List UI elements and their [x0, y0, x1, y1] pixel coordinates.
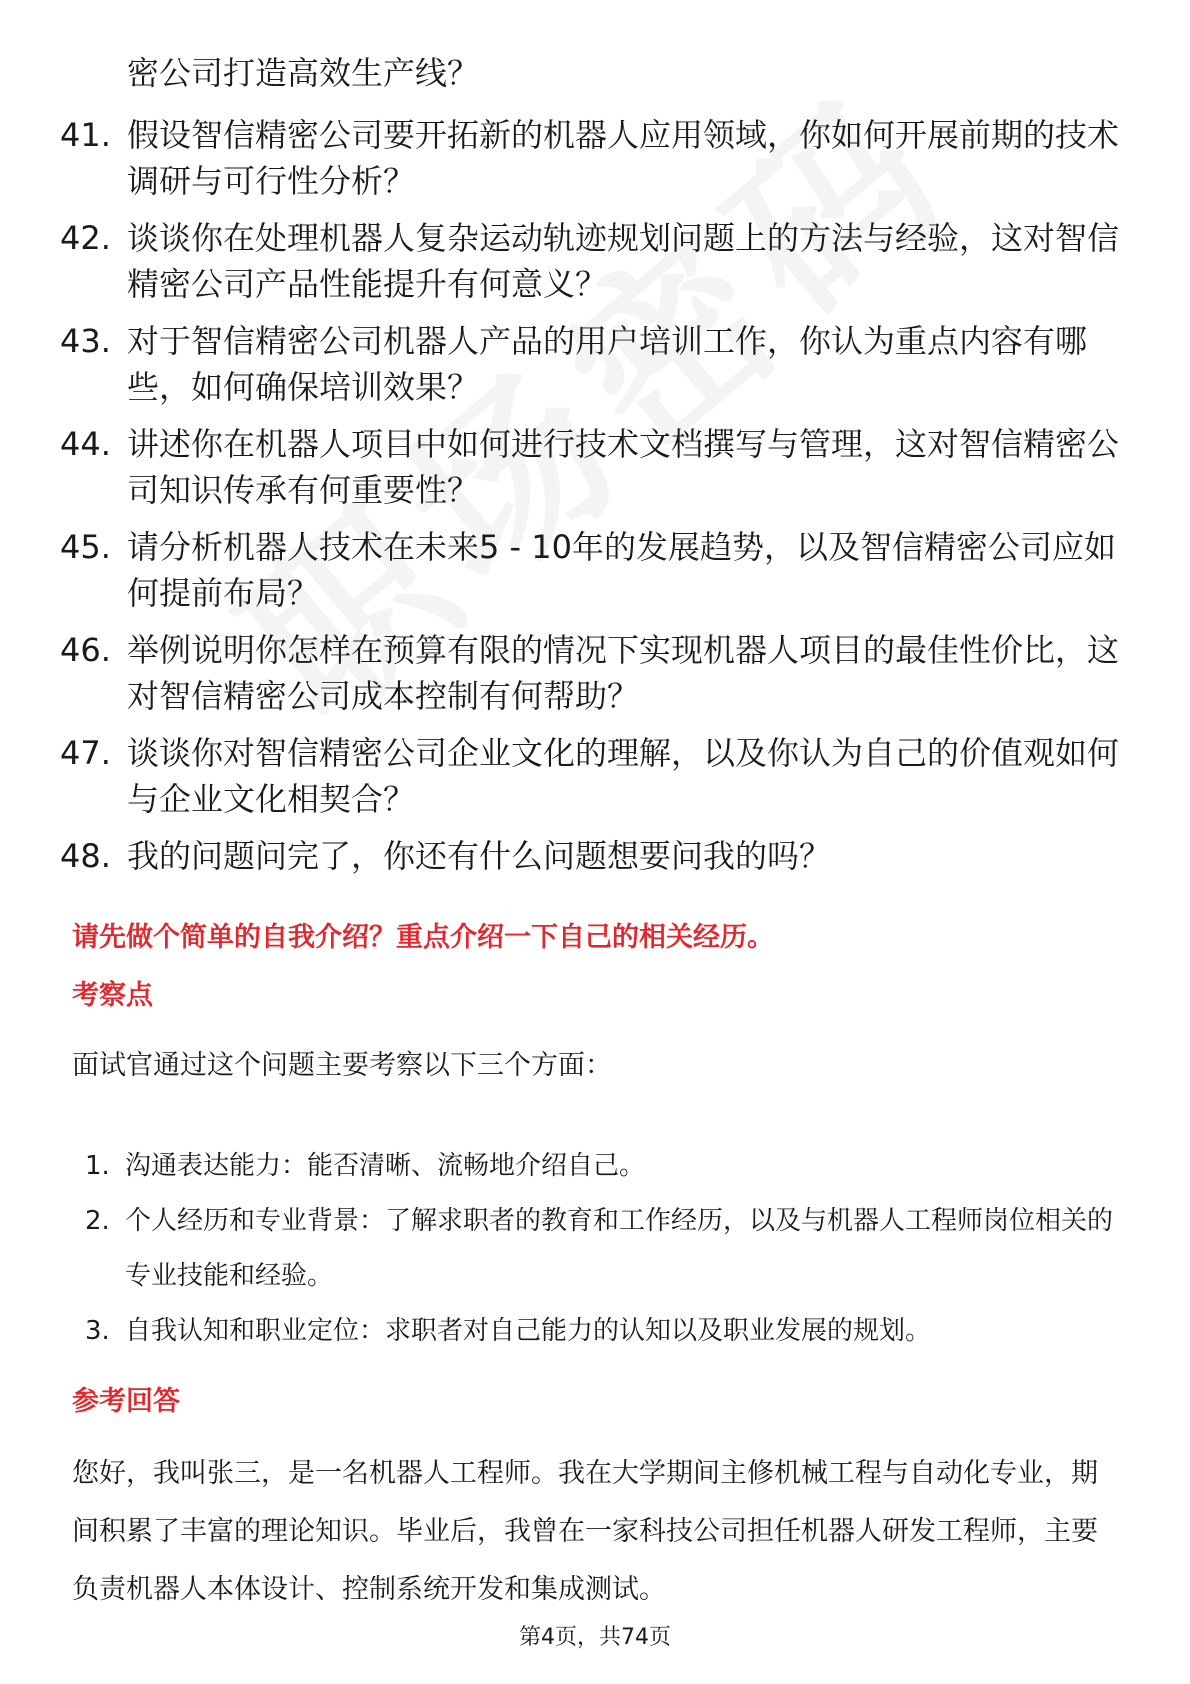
question-item: [60, 524, 1140, 616]
question-number: 44.: [60, 425, 111, 463]
question-continuation: 密公司打造高效生产线？: [127, 54, 480, 92]
question-item: [60, 112, 1140, 204]
question-text: 举例说明你怎样在预算有限的情况下实现机器人项目的最佳性价比，这对智信精密公司成本控制有何帮助？: [127, 631, 1120, 715]
question-number: 46.: [60, 631, 111, 669]
assessment-text: 自我认知和职业定位：求职者对自己能力的认知以及职业发展的规划。: [125, 1316, 932, 1346]
question-list: [60, 112, 1140, 890]
question-text: 我的问题问完了，你还有什么问题想要问我的吗？: [127, 837, 832, 875]
question-item: [60, 215, 1140, 307]
assessment-item: [85, 1139, 1125, 1194]
question-item: [60, 627, 1140, 719]
question-text: 讲述你在机器人项目中如何进行技术文档撰写与管理，这对智信精密公司知识传承有何重要性？: [127, 425, 1120, 509]
question-text: 对于智信精密公司机器人产品的用户培训工作，你认为重点内容有哪些，如何确保培训效果？: [127, 322, 1088, 406]
question-item: [60, 833, 1140, 879]
question-item: [60, 421, 1140, 513]
assessment-number: 3.: [85, 1316, 110, 1346]
question-text: 请分析机器人技术在未来5 - 10年的发展趋势，以及智信精密公司应如何提前布局？: [127, 528, 1116, 612]
question-text: 谈谈你在处理机器人复杂运动轨迹规划问题上的方法与经验，这对智信精密公司产品性能提升有何意义？: [127, 219, 1120, 303]
assessment-points-heading: 考察点: [72, 980, 153, 1011]
question-number: 45.: [60, 528, 111, 566]
assessment-number: 2.: [85, 1206, 110, 1236]
reference-answer-text: 您好，我叫张三，是一名机器人工程师。我在大学期间主修机械工程与自动化专业，期间积累了丰富的理论知识。毕业后，我曾在一家科技公司担任机器人研发工程师，主要负责机器人本体设计、控制系统开发和集成测试。: [72, 1458, 1098, 1605]
assessment-text: 个人经历和专业背景：了解求职者的教育和工作经历，以及与机器人工程师岗位相关的专业技能和经验。: [125, 1206, 1114, 1291]
question-number: 47.: [60, 734, 111, 772]
page-footer: 第4页，共74页: [519, 1625, 671, 1650]
assessment-item: [85, 1194, 1125, 1304]
question-text: 假设智信精密公司要开拓新的机器人应用领域，你如何开展前期的技术调研与可行性分析？: [127, 116, 1120, 200]
assessment-number: 1.: [85, 1151, 110, 1181]
assessment-intro: 面试官通过这个问题主要考察以下三个方面：: [72, 1050, 612, 1081]
assessment-item: [85, 1304, 1125, 1359]
assessment-list: [85, 1139, 1125, 1359]
question-number: 42.: [60, 219, 111, 257]
assessment-text: 沟通表达能力：能否清晰、流畅地介绍自己。: [125, 1151, 646, 1181]
main-question-heading: 请先做个简单的自我介绍？重点介绍一下自己的相关经历。: [72, 922, 774, 953]
question-text: 谈谈你对智信精密公司企业文化的理解，以及你认为自己的价值观如何与企业文化相契合？: [127, 734, 1120, 818]
question-item: [60, 318, 1140, 410]
question-item: [60, 730, 1140, 822]
question-number: 48.: [60, 837, 111, 875]
question-number: 41.: [60, 116, 111, 154]
reference-answer-heading: 参考回答: [72, 1386, 180, 1417]
question-number: 43.: [60, 322, 111, 360]
